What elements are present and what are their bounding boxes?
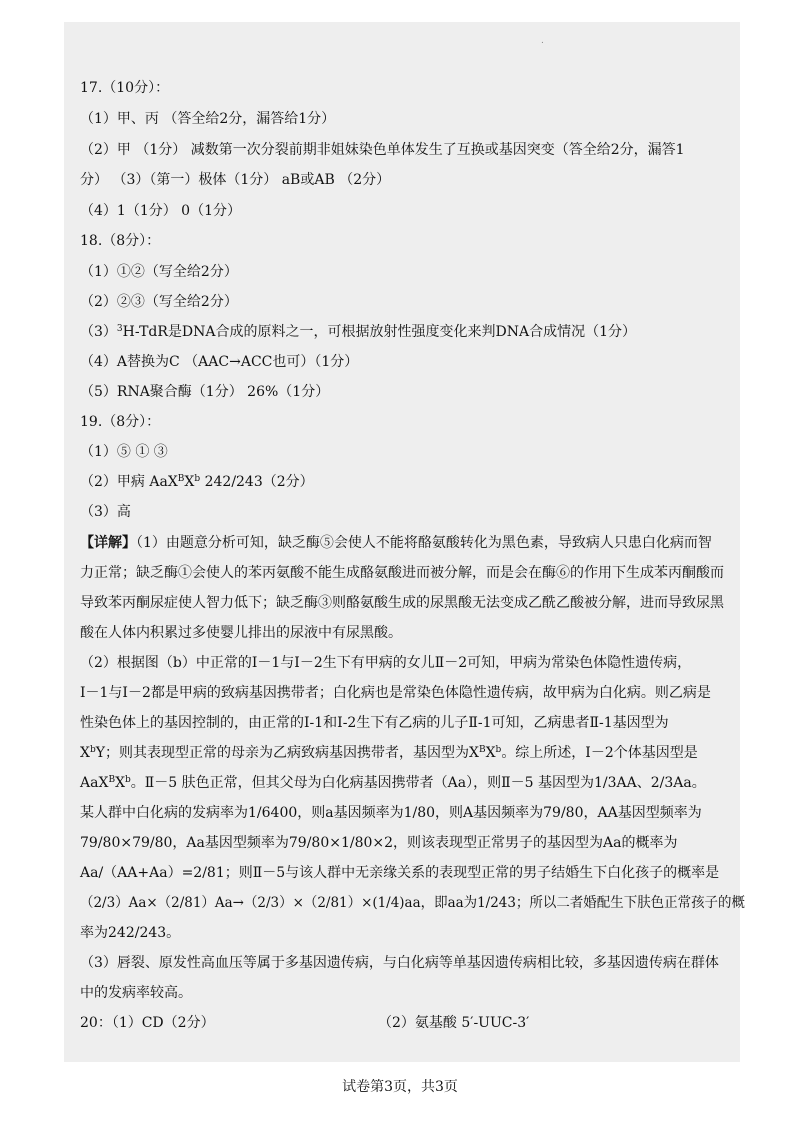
q19-answer-3: （3）高 — [80, 504, 131, 520]
genotype-aax: AaX — [80, 775, 109, 791]
detail-para1-line1 — [80, 533, 712, 553]
q18-heading: 18.（8分）： — [80, 233, 161, 249]
genotype-x: X — [80, 745, 90, 761]
q17-heading: 17.（10分）： — [80, 80, 170, 96]
detail-para1-text: （1）由题意分析可知，缺乏酶⑤会使人不能将酪氨酸转化为黑色素，导致病人只患白化病而智 — [136, 535, 712, 551]
allele-superscript: B — [108, 775, 116, 785]
detail-para2-line9: （2/3）Aa×（2/81）Aa→（2/3）×（2/81）×(1/4)aa，即aa为1/243；所以二者婚配生下肤色正常孩子的概 — [80, 895, 745, 911]
detail-text: 。Ⅱ－5 肤色正常，但其父母为白化病基因携带者（Aa），则Ⅱ－5 基因型为1/3AA、2/3Aa。 — [130, 775, 706, 791]
detail-para1-line4: 酸在人体内积累过多使婴儿排出的尿液中有尿黑酸。 — [80, 625, 402, 641]
allele-superscript: b — [495, 745, 502, 755]
detail-para2-line5 — [80, 773, 706, 793]
x-chromosome: X — [184, 474, 195, 490]
detail-para2-line1: （2）根据图（b）中正常的Ⅰ－1与Ⅰ－2生下有甲病的女儿Ⅱ－2可知，甲病为常染色体隐性遗传病， — [80, 655, 692, 671]
page-footer: 试卷第3页，共3页 — [342, 1079, 458, 1095]
detail-para2-line4 — [80, 743, 698, 763]
allele-superscript: b — [125, 775, 131, 785]
q17-answer-4: （4）1（1分） 0（1分） — [80, 203, 241, 219]
isotope-superscript: 3 — [116, 324, 123, 334]
allele-superscript: B — [478, 745, 486, 755]
q19-answer-1: （1）⑤ ① ③ — [80, 444, 168, 460]
detail-tag: 【详解】 — [80, 535, 136, 551]
detail-para3-line2: 中的发病率较高。 — [80, 985, 192, 1001]
detail-para2-line8: Aa/（AA+Aa）=2/81；则Ⅱ－5与该人群中无亲缘关系的表现型正常的男子结婚生下白化孩子的概率是 — [80, 865, 720, 881]
detail-text: 。综上所述，Ⅰ－2个体基因型是 — [501, 745, 698, 761]
scan-dot: . — [541, 36, 544, 46]
allele-superscript: b — [89, 745, 96, 755]
q20-answer-2: （2）氨基酸 5′-UUC-3′ — [378, 1015, 530, 1031]
detail-para2-line10: 率为242/243。 — [80, 925, 181, 941]
q18-answer-3-text: H-TdR是DNA合成的原料之一，可根据放射性强度变化来判DNA合成情况（1分） — [122, 324, 637, 340]
allele-superscript: B — [177, 474, 185, 484]
q18-answer-5: （5）RNA聚合酶（1分） 26%（1分） — [80, 384, 330, 400]
q17-answer-1: （1）甲、丙 （答全给2分，漏答给1分） — [80, 111, 336, 127]
detail-para2-line7: 79/80×79/80，Aa基因型频率为79/80×1/80×2，则该表现型正常男子的基因型为Aa的概率为 — [80, 835, 678, 851]
q18-answer-1: （1）①②（写全给2分） — [80, 264, 238, 280]
genotype-x: X — [115, 775, 126, 791]
detail-para3-line1: （3）唇裂、原发性高血压等属于多基因遗传病，与白化病等单基因遗传病相比较，多基因遗传病在群体 — [80, 955, 719, 971]
q18-answer-3 — [80, 322, 636, 342]
q19-answer-2-rest: 242/243（2分） — [200, 474, 314, 490]
q17-answer-2-cont: 分） （3）（第一）极体（1分） aB或AB （2分） — [80, 172, 391, 188]
detail-para1-line3: 导致苯丙酮尿症使人智力低下；缺乏酶③则酪氨酸生成的尿黑酸无法变成乙酰乙酸被分解，进而导致尿黑 — [80, 595, 724, 611]
q20-answer-1: 20：（1）CD（2分） — [80, 1015, 215, 1031]
q19-answer-2-prefix: （2）甲病 AaX — [80, 474, 178, 490]
detail-para2-line2: Ⅰ－1与Ⅰ－2都是甲病的致病基因携带者；白化病也是常染色体隐性遗传病，故甲病为白化病。则乙病是 — [80, 685, 711, 701]
q19-answer-2 — [80, 472, 314, 492]
q18-answer-4: （4）A替换为C （AAC→ACC也可）（1分） — [80, 354, 359, 370]
q17-answer-2: （2）甲 （1分） 减数第一次分裂前期非姐妹染色单体发生了互换或基因突变（答全给2分，漏答1 — [80, 142, 685, 158]
allele-superscript: b — [194, 474, 201, 484]
detail-para2-line3: 性染色体上的基因控制的，由正常的Ⅰ-1和Ⅰ-2生下有乙病的儿子Ⅱ-1可知，乙病患者Ⅱ-1基因型为 — [80, 715, 669, 731]
q19-heading: 19.（8分）： — [80, 414, 161, 430]
genotype-x: X — [485, 745, 496, 761]
q18-answer-3-prefix: （3） — [80, 324, 117, 340]
detail-para1-line2: 力正常；缺乏酶①会使人的苯丙氨酸不能生成酪氨酸进而被分解，而是会在酶⑥的作用下生成苯丙酮酸而 — [80, 565, 724, 581]
detail-para2-line6: 某人群中白化病的发病率为1/6400，则a基因频率为1/80，则A基因频率为79/80，AA基因型频率为 — [80, 805, 702, 821]
q18-answer-2: （2）②③（写全给2分） — [80, 294, 238, 310]
detail-text: Y；则其表现型正常的母亲为乙病致病基因携带者，基因型为X — [95, 745, 479, 761]
